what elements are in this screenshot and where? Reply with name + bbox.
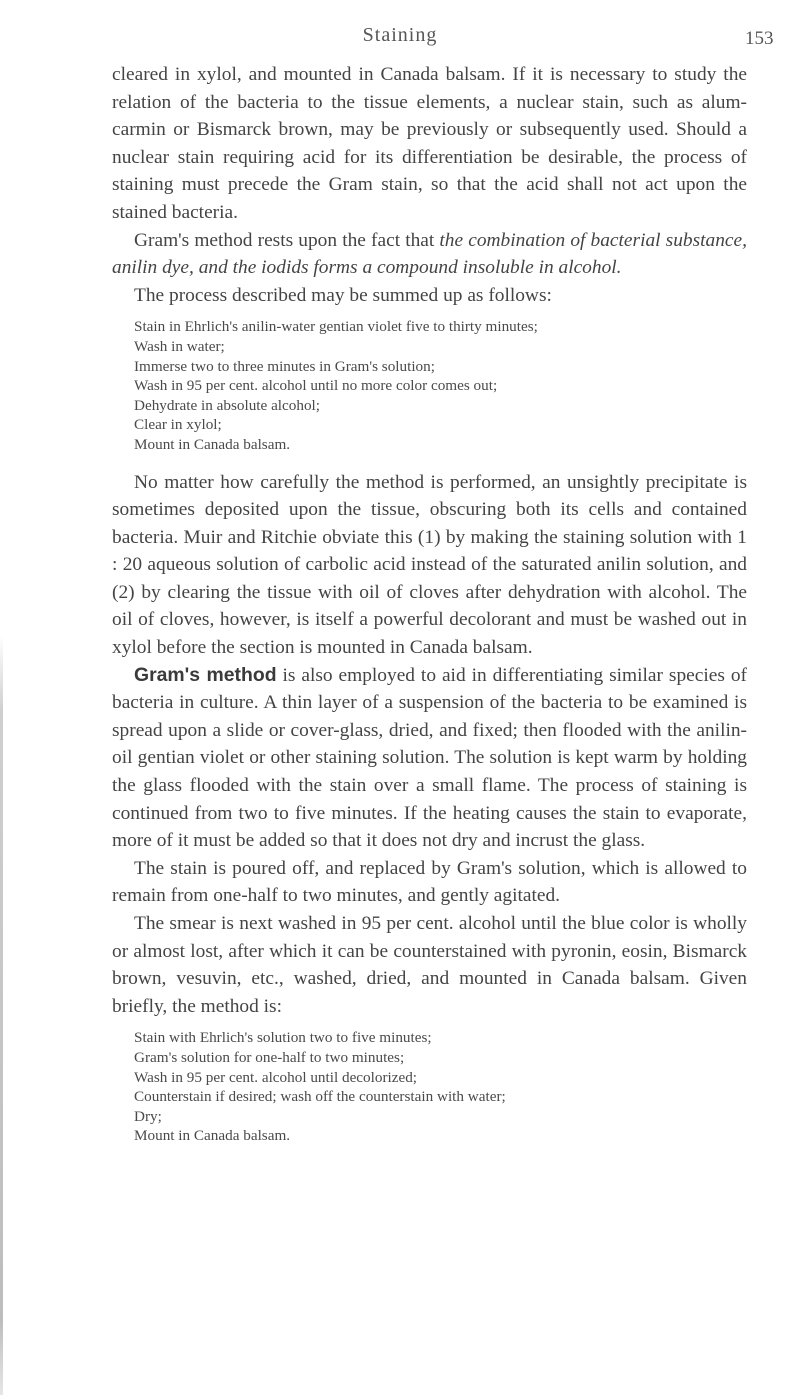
list-item: Immerse two to three minutes in Gram's solution; [134,357,435,375]
principle-italic-text: the combination of bacterial substance, anilin dye, and the iodids forms a compound insoluble in alcohol. [112,229,747,279]
list-item: Stain with Ehrlich's solution two to five minutes; [134,1029,432,1047]
list-item: Dehydrate in absolute alcohol; [134,396,320,414]
list-item: Dry; [134,1107,162,1125]
paragraph-culture-method [112,662,747,855]
paragraph-precipitate: No matter how carefully the method is performed, an unsightly precipitate is sometimes deposited upon the tissue, obscuring both its cells and contained bacteria. Muir and Ritchie obviate this (1) by making the staining solution with 1 : 20 aqueous solution of carbolic acid instead of the saturated anilin solution, and (2) by clearing the tissue with oil of cloves after dehydration with alcohol. The oil of cloves, however, is itself a powerful decolorant and must be washed out in xylol before the section is mounted in Canada balsam. [112,471,747,659]
list-item: Wash in 95 per cent. alcohol until decolorized; [134,1068,418,1086]
paragraph-summary-intro: The process described may be summed up as follows: [134,284,552,306]
list-item: Stain in Ehrlich's anilin-water gentian violet five to thirty minutes; [134,318,538,336]
list-item: Wash in 95 per cent. alcohol until no more color comes out; [134,377,498,395]
method-bold-heading: Gram's method [134,663,277,686]
page-body [112,61,747,1160]
list-item: Wash in water; [134,337,225,355]
list-item: Clear in xylol; [134,416,222,434]
list-item: Counterstain if desired; wash off the counterstain with water; [134,1088,506,1106]
page-number: 153 [745,28,774,49]
list-item: Gram's solution for one-half to two minutes; [134,1048,405,1066]
culture-method-text: is also employed to aid in differentiating similar species of bacteria in culture. A thin layer of a suspension of the bacteria to be examined is spread upon a slide or cover-glass, dried, and fixed; then flooded with the anilin-oil gentian violet or other staining solution. The solution is kept warm by holding the glass flooded with the stain over a small flame. The process of staining is continued from two to five minutes. If the heating causes the stain to evaporate, more of it must be added so that it does not dry and incrust the glass. [112,664,747,852]
list-item: Mount in Canada balsam. [134,1127,291,1145]
running-title: Staining [362,24,438,46]
principle-lead-text: Gram's method rests upon the fact that [134,229,440,251]
paragraph-gram-principle [112,227,747,282]
paragraph-counterstain: The smear is next washed in 95 per cent. alcohol until the blue color is wholly or almost lost, after which it can be counterstained with pyronin, eosin, Bismarck brown, vesuvin, etc., washed, dried, and mounted in Canada balsam. Given briefly, the method is: [112,913,747,1017]
paragraph-gram-solution: The stain is poured off, and replaced by Gram's solution, which is allowed to remain from one-half to two minutes, and gently agitated. [112,857,747,907]
running-head [0,24,800,58]
tissue-steps-list [112,317,747,454]
list-item: Mount in Canada balsam. [134,435,291,453]
culture-steps-list [112,1028,747,1146]
page-edge-shadow [0,635,3,1395]
paragraph-continuation: cleared in xylol, and mounted in Canada balsam. If it is necessary to study the relation of the bacteria to the tissue elements, a nuclear stain, such as alum-carmin or Bismarck brown, may be previously or subsequently used. Should a nuclear stain requiring acid for its differentiation be desirable, the process of staining must precede the Gram stain, so that the acid shall not act upon the stained bacteria. [112,64,747,223]
